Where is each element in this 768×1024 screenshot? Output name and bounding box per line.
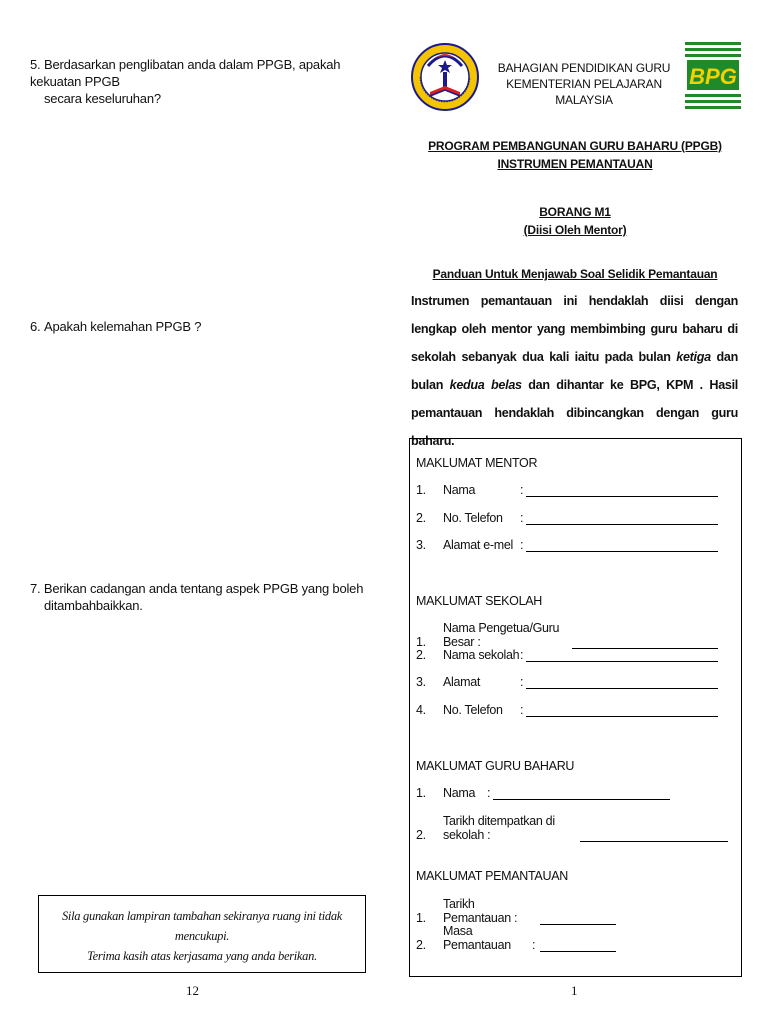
row-label: Nama — [443, 483, 476, 497]
row-colon: : — [520, 675, 524, 689]
row-number: 3. — [416, 675, 426, 689]
section-monitoring-title: MAKLUMAT PEMANTAUAN — [416, 869, 568, 883]
guide-paragraph-ketiga: ketiga — [676, 350, 711, 364]
row-number: 3. — [416, 538, 426, 552]
section-teacher-title: MAKLUMAT GURU BAHARU — [416, 759, 575, 773]
question-6-text: Apakah kelemahan PPGB ? — [44, 319, 202, 334]
section-school-title: MAKLUMAT SEKOLAH — [416, 594, 543, 608]
row-label: Masa Pemantauan — [443, 924, 511, 952]
row-number: 2. — [416, 828, 426, 842]
row-label: Nama sekolah — [443, 648, 520, 662]
row-label: Tarikh ditempatkan di sekolah : — [443, 814, 555, 842]
row-label: Tarikh Pemantauan : — [443, 897, 518, 925]
school-address-field[interactable] — [526, 676, 718, 689]
row-label: No. Telefon — [443, 703, 503, 717]
row-colon: : — [520, 648, 524, 662]
question-5 — [30, 56, 380, 107]
guide-paragraph-part3: dan dihantar ke BPG, KPM . Hasil pemantauan hendaklah dibincangkan dengan guru baharu. — [411, 378, 739, 448]
program-title: PROGRAM PEMBANGUNAN GURU BAHARU (PPGB) — [428, 139, 722, 153]
instrument-title: INSTRUMEN PEMANTAUAN — [497, 157, 653, 171]
row-number: 2. — [416, 938, 426, 952]
guide-heading — [410, 267, 740, 281]
row-number: 4. — [416, 703, 426, 717]
question-6-number: 6. — [30, 319, 41, 334]
monitoring-row-time — [416, 924, 726, 952]
mentor-phone-field[interactable] — [526, 512, 718, 525]
row-label: Nama — [443, 786, 476, 800]
program-heading — [410, 137, 740, 173]
organization-name — [486, 60, 682, 108]
row-colon: : — [487, 786, 491, 800]
row-number: 1. — [416, 911, 426, 925]
guide-paragraph-part1: Instrumen pemantauan ini hendaklah diisi dengan lengkap oleh mentor yang membimbing guru baharu di sekolah sebanyak dua kali iaitu pada bulan — [411, 294, 738, 364]
row-colon: : — [532, 938, 536, 952]
row-label: Nama Pengetua/Guru Besar : — [443, 621, 560, 649]
row-number: 1. — [416, 786, 426, 800]
row-label: Alamat — [443, 675, 481, 689]
guide-title: Panduan Untuk Menjawab Soal Selidik Pemantauan — [432, 267, 718, 281]
form-subtitle: (Diisi Oleh Mentor) — [523, 223, 627, 237]
row-number: 1. — [416, 635, 426, 649]
question-6 — [30, 318, 380, 335]
page-number-right: 1 — [571, 983, 578, 998]
row-colon: : — [520, 703, 524, 717]
teacher-row-name — [416, 786, 726, 800]
organization-line1: BAHAGIAN PENDIDIKAN GURU — [497, 61, 671, 75]
row-colon: : — [520, 511, 524, 525]
row-label: No. Telefon — [443, 511, 503, 525]
mentor-row-name — [416, 483, 726, 497]
school-row-phone — [416, 703, 726, 717]
school-row-name — [416, 648, 726, 662]
bpg-logo-text: BPG — [689, 64, 737, 89]
school-name-field[interactable] — [526, 649, 718, 662]
row-number: 2. — [416, 648, 426, 662]
row-number: 2. — [416, 511, 426, 525]
mentor-row-email — [416, 538, 726, 552]
form-heading — [410, 203, 740, 239]
row-colon: : — [520, 483, 524, 497]
row-label: Alamat e-mel — [443, 538, 514, 552]
mentor-name-field[interactable] — [526, 484, 718, 497]
school-row-principal — [416, 621, 726, 649]
note-line1: Sila gunakan lampiran tambahan sekiranya ruang ini tidak mencukupi. — [61, 909, 343, 943]
guide-paragraph-kedua-belas: kedua belas — [449, 378, 522, 392]
note-line2: Terima kasih atas kerjasama yang anda berikan. — [87, 949, 317, 963]
page-number-left: 12 — [186, 983, 199, 998]
question-7-text-line2: ditambahbaikkan. — [44, 598, 143, 613]
ministry-logo — [410, 36, 480, 122]
mentor-email-field[interactable] — [526, 539, 718, 552]
mentor-row-phone — [416, 511, 726, 525]
bpg-logo — [683, 38, 743, 114]
monitoring-row-date — [416, 897, 726, 925]
teacher-name-field[interactable] — [493, 787, 670, 800]
monitoring-time-field[interactable] — [540, 939, 616, 952]
school-phone-field[interactable] — [526, 704, 718, 717]
placement-date-field[interactable] — [580, 829, 728, 842]
guide-paragraph — [411, 287, 738, 455]
question-7-text-line1: 7. Berikan cadangan anda tentang aspek PPGB yang boleh — [30, 581, 364, 596]
teacher-row-placement-date — [416, 814, 736, 842]
row-colon: : — [520, 538, 524, 552]
school-row-address — [416, 675, 726, 689]
question-5-number: 5. — [30, 57, 41, 72]
question-7 — [30, 580, 380, 614]
guide-paragraph-part2: dan bulan — [411, 350, 738, 392]
organization-line2: KEMENTERIAN PELAJARAN MALAYSIA — [506, 77, 662, 107]
note-box — [38, 895, 366, 973]
section-mentor-title: MAKLUMAT MENTOR — [416, 456, 538, 470]
question-5-text-line2: secara keseluruhan? — [44, 91, 161, 106]
form-title: BORANG M1 — [539, 205, 611, 219]
question-5-text-line1: Berdasarkan penglibatan anda dalam PPGB, apakah kekuatan PPGB — [30, 57, 341, 89]
row-number: 1. — [416, 483, 426, 497]
